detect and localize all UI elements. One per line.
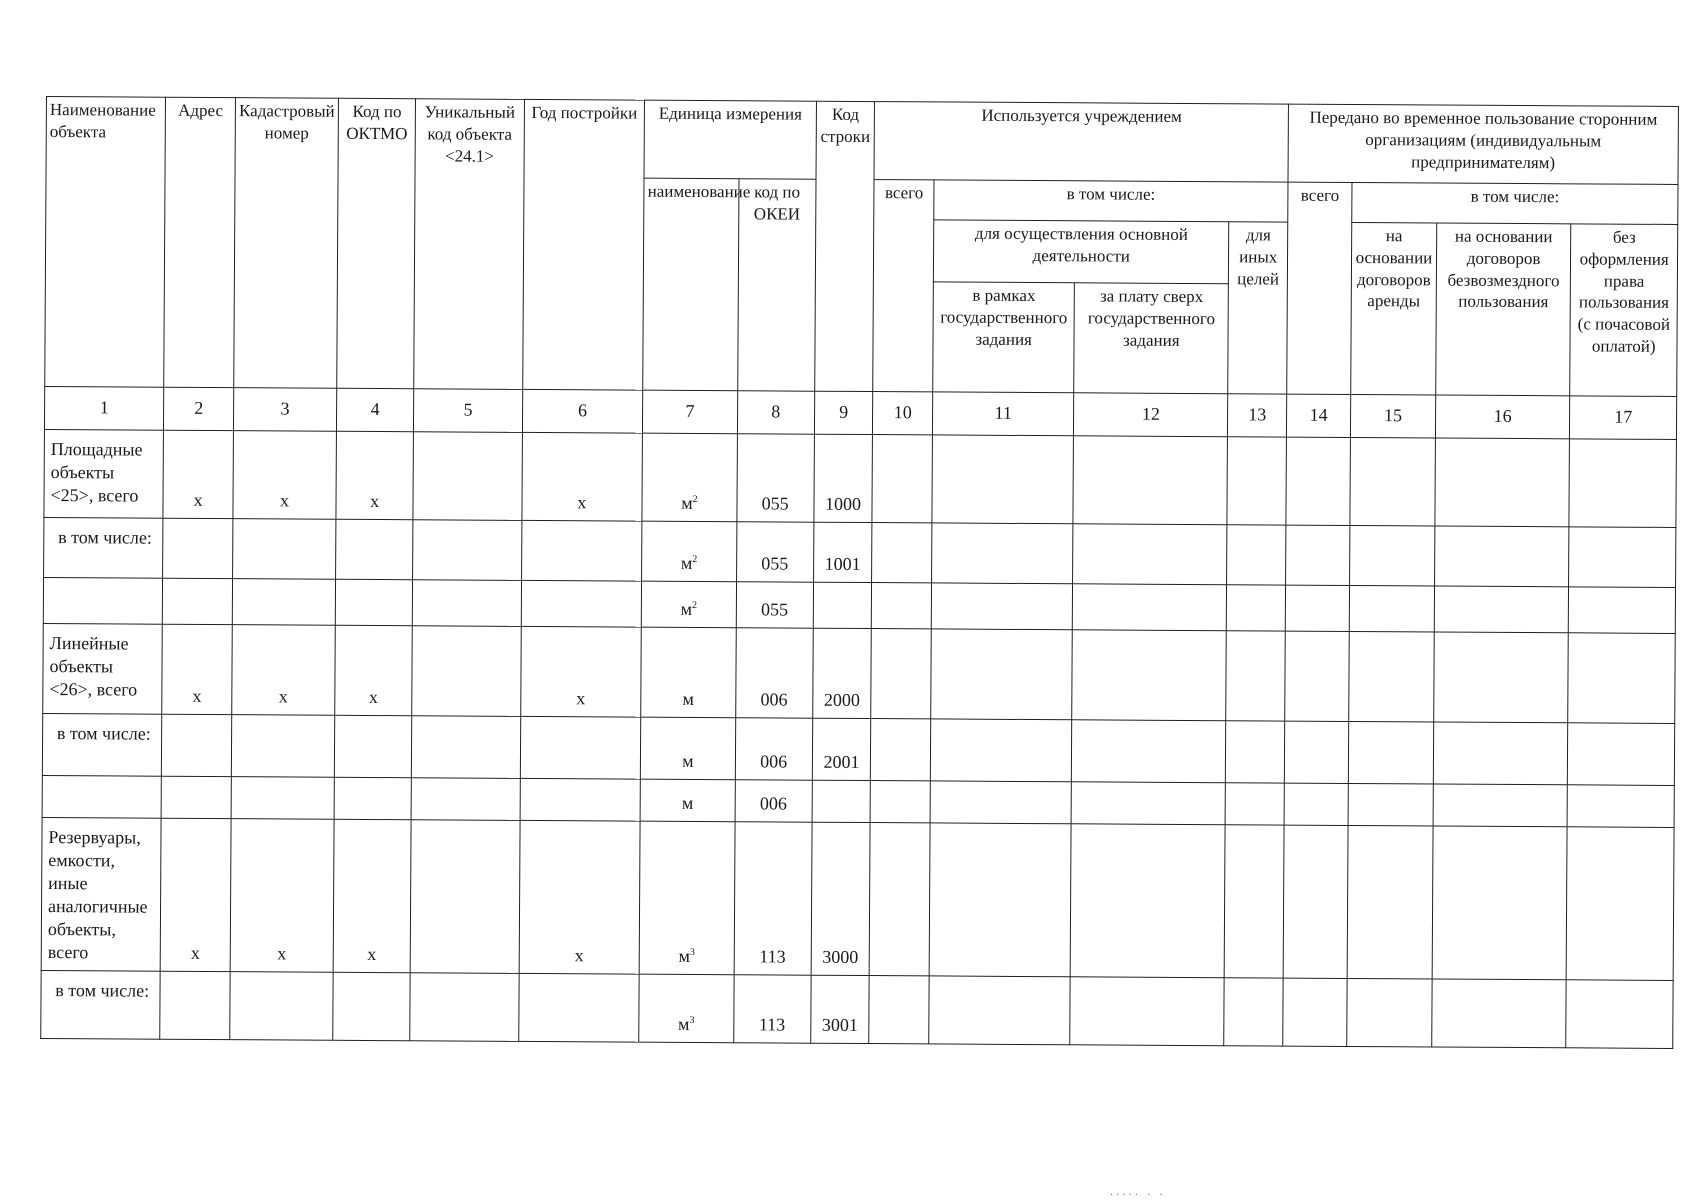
empty-value-cell [1434,526,1569,587]
column-number: 16 [1435,395,1570,439]
row-cadastral-cell: х [232,625,336,716]
header-unique-code: Уникальный код объекта <24.1> [414,99,524,390]
row-name-cell [43,623,163,714]
row-name-cell [42,713,162,776]
row-address-cell [162,776,232,818]
unit-symbol: м [682,793,694,813]
row-year-cell: х [522,432,643,521]
row-code-cell: 1000 [814,434,873,522]
column-number: 9 [814,391,873,434]
row-oktmo-cell [334,777,411,819]
empty-value-cell [1350,437,1435,526]
column-number: 12 [1074,393,1228,437]
empty-value-cell [929,823,1071,977]
empty-value-cell [1566,980,1673,1049]
row-unique-code-cell [412,580,521,627]
table-row [44,429,1677,527]
empty-value-cell [871,629,931,719]
empty-value-cell [1225,783,1284,825]
empty-value-cell [1433,722,1568,785]
unit-symbol: м [681,553,693,573]
column-number: 10 [873,392,933,435]
table-row [44,517,1676,587]
property-report-sheet [40,96,1679,1049]
empty-value-cell [1070,824,1225,978]
empty-value-cell [1432,826,1568,980]
unit-symbol: м [678,1014,690,1034]
empty-value-cell [1224,978,1283,1046]
empty-value-cell [872,523,932,583]
row-unique-code-cell [411,778,520,821]
row-unit-cell [639,974,734,1043]
empty-value-cell [1347,979,1432,1048]
column-number: 8 [737,391,814,434]
empty-value-cell [1072,584,1226,631]
row-cadastral-cell [231,715,335,778]
row-unique-code-cell [411,716,520,779]
table-row [42,713,1674,785]
row-unique-code-cell [410,820,519,974]
unit-symbol: м [683,689,695,709]
column-number: 4 [337,388,414,431]
row-cadastral-cell: х [230,819,334,973]
header-transferred-group: Передано во временное пользование сторонним организациям (индивидуальным предпринимателям) [1288,104,1678,184]
row-name-cell [44,517,164,578]
row-code-cell: 2001 [812,718,871,780]
row-year-cell [521,580,642,627]
unit-symbol: м [681,599,693,619]
row-okei-cell: 055 [737,434,815,522]
row-year-cell: х [520,626,641,717]
empty-value-cell [930,781,1071,824]
unit-exponent: 3 [690,947,695,958]
header-used-total: всего [873,180,934,392]
empty-value-cell [1347,825,1433,979]
empty-value-cell [1286,525,1350,585]
empty-value-cell [872,583,932,629]
row-unit-cell [641,581,736,628]
empty-value-cell [1433,784,1568,827]
empty-value-cell [1567,785,1674,828]
empty-value-cell [1283,825,1348,979]
header-year: Год постройки [522,99,644,390]
empty-value-cell [1349,631,1434,722]
empty-value-cell [1225,825,1285,979]
row-oktmo-cell: х [333,819,411,973]
row-unique-code-cell [410,973,519,1042]
row-unit-cell [641,627,736,718]
row-okei-cell: 006 [735,718,812,780]
unit-exponent: 2 [693,494,698,505]
header-used-group: Используется учреждением [874,102,1288,183]
row-code-cell [813,582,872,628]
empty-value-cell [871,719,931,781]
empty-value-cell [870,781,930,823]
row-address-cell: х [162,624,232,714]
empty-value-cell [1433,632,1568,723]
empty-value-cell [1284,721,1348,783]
empty-value-cell [1073,524,1228,585]
empty-value-cell [870,823,931,977]
header-transferred-hourly: без оформления права пользования (с почасовой оплатой) [1570,224,1678,397]
empty-value-cell [1072,720,1227,783]
table-row [41,971,1673,1049]
header-unit-group: Единица измерения [644,100,816,179]
column-number: 1 [44,386,164,430]
row-address-cell [160,971,230,1039]
empty-value-cell [930,719,1072,782]
row-name-text: Линейные объекты <26>, всего [49,633,137,700]
empty-value-cell [1227,585,1286,631]
empty-value-cell [1072,630,1227,721]
table-body [41,429,1677,1048]
header-transferred-lease: на основании договоров аренды [1351,222,1437,395]
empty-value-cell [1434,586,1569,633]
empty-value-cell [932,523,1074,584]
empty-value-cell [1435,438,1570,527]
row-year-cell [520,716,641,779]
column-number: 3 [233,388,336,432]
row-code-cell: 3000 [811,822,871,976]
row-oktmo-cell [336,519,413,579]
empty-value-cell [1348,721,1433,784]
header-unit-name: наименование [643,178,739,391]
row-unique-code-cell [413,520,522,581]
row-code-cell: 3001 [810,975,869,1043]
empty-value-cell [1226,631,1285,721]
row-name-cell [44,429,164,518]
unit-exponent: 3 [689,1015,694,1026]
row-name-text: Резервуары, емкости, иные аналогичные объекты, всего [48,827,148,962]
header-used-incl: в том числе: [934,180,1288,222]
column-number: 2 [164,387,234,430]
scan-mark: ····· · · [1110,1190,1166,1201]
empty-value-cell [869,976,929,1044]
column-number: 11 [933,392,1074,436]
column-number: 5 [414,389,523,433]
empty-value-cell [1569,439,1676,528]
row-address-cell [163,518,233,578]
empty-value-cell [1227,437,1286,525]
row-year-cell [521,520,642,581]
row-oktmo-cell [335,579,412,625]
empty-value-cell [1431,979,1566,1048]
header-used-state-task: в рамках государственного задания [933,282,1075,393]
header-unit-okei: код по ОКЕИ [737,179,815,391]
header-name: Наименование объекта [45,97,166,388]
empty-value-cell [1569,587,1676,634]
unit-exponent: 2 [692,600,697,611]
header-transferred-free: на основании договоров безвозмездного пользования [1435,223,1571,396]
row-oktmo-cell: х [335,625,413,715]
empty-value-cell [1569,527,1676,588]
header-transferred-incl: в том числе: [1352,182,1678,224]
empty-value-cell [1073,436,1228,525]
header-used-paid: за плату сверх государственного задания [1074,283,1229,394]
row-code-cell [812,780,871,822]
empty-value-cell [1349,585,1434,632]
row-address-cell [163,578,233,624]
row-unique-code-cell [413,432,522,521]
row-name-cell [43,577,163,624]
column-number: 14 [1286,394,1350,437]
empty-value-cell [1567,827,1675,981]
row-address-cell: х [163,430,233,518]
row-oktmo-cell: х [336,431,414,519]
empty-value-cell [1568,633,1675,724]
row-year-cell [520,778,641,821]
empty-value-cell [1283,978,1347,1046]
column-number: 15 [1351,394,1436,438]
row-name-cell [41,971,161,1040]
header-transferred-total: всего [1287,182,1352,394]
row-name-text: в том числе: [57,723,151,744]
empty-value-cell [929,976,1071,1045]
column-number: 17 [1570,396,1677,440]
column-number: 6 [522,389,643,433]
column-number: 13 [1228,394,1287,437]
row-unique-code-cell [412,626,521,717]
row-name-text: в том числе: [55,980,149,1001]
empty-value-cell [931,629,1073,720]
table-row [41,817,1674,980]
row-cadastral-cell [231,777,334,820]
row-unit-cell [642,433,737,522]
row-okei-cell: 006 [735,628,813,718]
table-header [44,97,1678,440]
row-unit-cell [642,521,737,582]
row-year-cell: х [519,820,640,974]
empty-value-cell [1226,721,1285,783]
row-address-cell [162,714,232,776]
row-cadastral-cell [232,519,336,580]
property-usage-table [40,96,1679,1049]
empty-value-cell [1071,782,1225,825]
empty-value-cell [1348,783,1433,826]
row-unit-cell [639,821,734,975]
row-unit-cell [641,717,736,780]
row-name-cell [41,817,161,971]
row-oktmo-cell [333,972,410,1040]
header-address: Адрес [164,97,235,387]
empty-value-cell [1285,631,1350,721]
row-okei-cell: 113 [733,975,810,1043]
row-okei-cell: 055 [736,522,813,582]
header-used-main: для осуществления основной деятельности [933,220,1229,284]
row-okei-cell: 006 [735,780,812,822]
row-unit-cell [640,779,735,822]
empty-value-cell [1285,585,1349,631]
empty-value-cell [932,435,1074,524]
unit-symbol: м [678,946,690,966]
empty-value-cell [1284,783,1348,825]
column-number: 7 [643,390,738,434]
header-row-code: Код строки [814,101,874,391]
row-name-text: в том числе: [58,527,152,548]
empty-value-cell [872,435,932,523]
row-address-cell: х [161,818,231,972]
row-oktmo-cell [334,715,411,777]
unit-exponent: 2 [692,554,697,565]
row-okei-cell: 113 [734,822,812,976]
empty-value-cell [1070,977,1225,1046]
row-okei-cell: 055 [736,582,813,628]
row-name-text: Площадные объекты <25>, всего [51,439,143,506]
table-row [43,623,1676,723]
row-name-cell [42,775,162,818]
row-cadastral-cell [230,972,334,1041]
unit-symbol: м [681,493,693,513]
row-year-cell [518,974,639,1043]
empty-value-cell [1350,525,1435,586]
unit-symbol: м [682,751,694,771]
row-code-cell: 2000 [812,628,871,718]
header-cadastral: Кадастровый номер [234,98,339,389]
row-code-cell: 1001 [813,522,872,582]
empty-value-cell [1227,525,1286,585]
header-used-other: для иных целей [1228,222,1288,394]
header-oktmo: Код по ОКТМО [337,98,416,388]
empty-value-cell [1568,723,1675,786]
empty-value-cell [1286,437,1351,525]
row-cadastral-cell [232,579,335,626]
row-cadastral-cell: х [233,431,337,520]
empty-value-cell [931,583,1072,630]
